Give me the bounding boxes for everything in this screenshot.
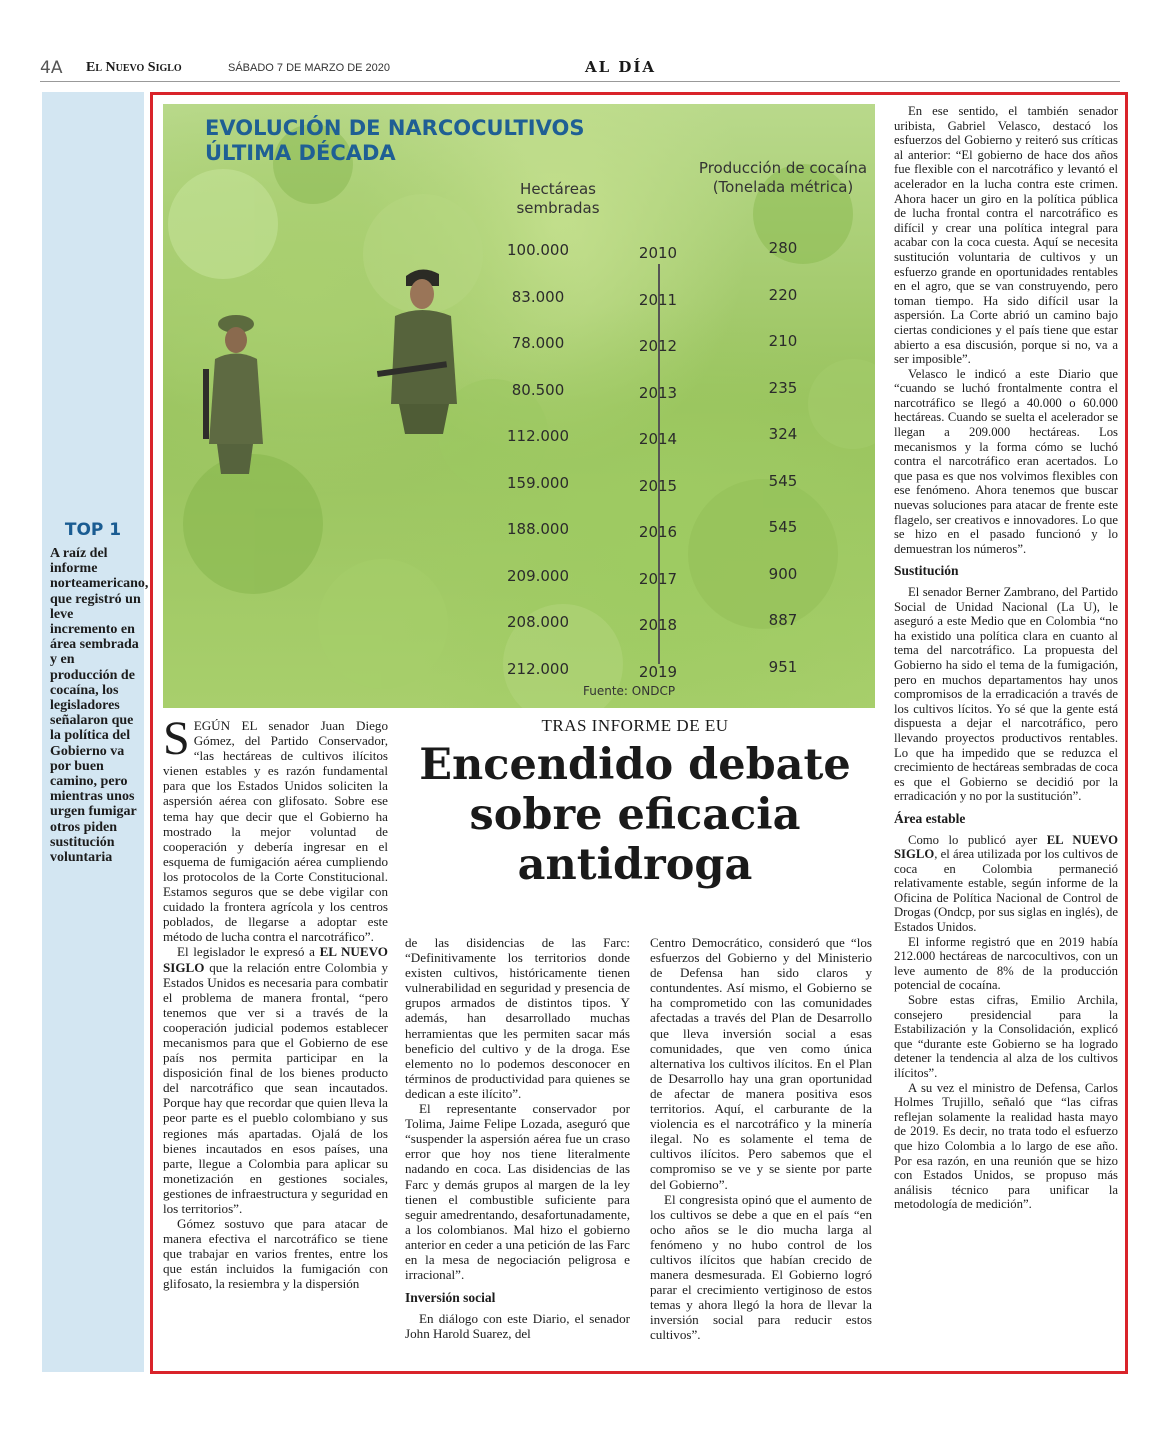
article-headline: Encendido debate sobre eficacia antidroga bbox=[419, 740, 851, 890]
section-title: AL DÍA bbox=[585, 58, 657, 76]
production-value: 887 bbox=[768, 611, 798, 629]
col4-paragraph-5: El informe registró que en 2019 había 212.000 hectáreas de narcocultivos, con un leve aumento de 8% de la producción potencial de cocaína. bbox=[894, 934, 1118, 993]
year-label: 2019 bbox=[638, 662, 678, 681]
col4-paragraph-6: Sobre estas cifras, Emilio Archila, consejero presidencial para la Estabilización y la Consolidación, explicó que “durante este Gobierno se ha logrado detener la tendencia al alza de los cultivos ilícitos”. bbox=[894, 993, 1118, 1080]
drop-cap: S bbox=[163, 712, 190, 765]
production-value: 280 bbox=[768, 239, 798, 257]
col2-paragraph-1: de las disidencias de las Farc: “Definitivamente los territorios donde existen cultivos, históricamente tienen vulnerabilidad en seguridad y presencia de grupos armados de distintos tipos. Y además, han desarrollado muchas herramientas que les permiten sacar más beneficio del cultivo y de la droga. Ese elemento no lo podemos desconocer en términos de productividad para quienes se dedican a este ilícito”. bbox=[405, 935, 630, 1101]
article-column-2 bbox=[405, 935, 630, 1341]
sidebar-title: TOP 1 bbox=[64, 520, 122, 540]
hectares-value: 208.000 bbox=[506, 613, 570, 631]
year-label: 2014 bbox=[638, 430, 678, 448]
year-label: 2015 bbox=[638, 476, 678, 495]
infographic-title bbox=[205, 116, 584, 166]
col1-paragraph-2 bbox=[163, 944, 388, 1216]
col1-p2-paper-name: EL NUEVO SIGLO bbox=[163, 944, 388, 975]
col1-p2a: El legislador le expresó a bbox=[177, 944, 320, 960]
col4-paragraph-1: En ese sentido, el también senador uribista, Gabriel Velasco, destacó los esfuerzos del Gobierno y reiteró sus críticas al anterior: “El gobierno de hace dos años fue flexible con el narcotráfico y levantó el acelerador en la lucha contra este crimen. Ahora hacer un giro en la política pública de lucha frontal contra el narcotráfico es difícil y crear una política integral para acabar con la coca cuesta. Aquí se necesita sustitución voluntaria de cultivos y un esfuerzo grande en oportunidades rentables en el agro, que se van construyendo, pero toman tiempo. Ha sido difícil usar la aspersión. La Corte abrió un camino bajo ciertas condiciones y el país tiene que estar abierto a esa discusión, porque si no, va a ser imposible”. bbox=[894, 104, 1118, 367]
col4-paragraph-4 bbox=[894, 833, 1118, 935]
hectares-value: 159.000 bbox=[506, 473, 570, 492]
hectares-value: 212.000 bbox=[506, 659, 570, 678]
col4-paragraph-7: A su vez el ministro de Defensa, Carlos Holmes Trujillo, señaló que “las cifras reflejan solamente la realidad hasta mayo de 2019. Es decir, no trata todo el esfuerzo que hizo Colombia a lo largo de ese año. Por esa razón, en una reunión que se hizo con Estados Unidos, se propuso más análisis técnico para unificar la metodología de medición”. bbox=[894, 1080, 1118, 1212]
article-column-3 bbox=[650, 935, 872, 1343]
article-column-1 bbox=[163, 712, 388, 1292]
year-label: 2016 bbox=[638, 523, 678, 541]
year-label: 2013 bbox=[638, 383, 678, 402]
sidebar-summary: A raíz del informe norteamericano, que registró un leve incremento en área sembrada y en producción de cocaína, los legisladores señalaron que la política del Gobierno va por buen camino, pero mientras unos urgen fumigar otros piden sustitución voluntaria bbox=[50, 546, 149, 866]
col4-subhead-sustitucion: Sustitución bbox=[894, 563, 959, 579]
col2-paragraph-3: En diálogo con este Diario, el senador John Harold Suarez, del bbox=[405, 1311, 630, 1342]
infographic bbox=[163, 104, 875, 708]
hectares-value: 80.500 bbox=[511, 380, 565, 399]
col4-subhead-area: Área estable bbox=[894, 810, 966, 826]
year-label: 2012 bbox=[638, 337, 678, 355]
production-value: 324 bbox=[768, 425, 798, 443]
col1-p1-text: EGÚN EL senador Juan Diego Gómez, del Partido Conservador, “las hectáreas de cultivos ilícitos vienen estables y es razón fundamental para que los Estados Unidos soliciten la aspersión aérea con glifosato. Sobre ese tema hay que decir que el Gobierno ha mostrado la mejor voluntad de cooperación y debería ingresar en el esquema de fumigación aérea cumpliendo los protocolos de la Corte Constitucional. Estamos seguros que se debe vigilar con cuidado la frontera agrícola y los centros poblados, de llegarse a adoptar este método de lucha contra el narcotráfico”. bbox=[163, 718, 388, 945]
col1-p2c: que la relación entre Colombia y Estados Unidos es necesaria para combatir el problema de manera frontal, “pero tenemos que ver si a través de la cooperación judicial podemos establecer mecanismos para que el Gobierno de ese país nos permita participar en la disposición final de los bienes producto del narcotráfico que sean incautados. Porque hay que recordar que quien lleva la peor parte es el pueblo colombiano y sus regiones más apartadas. Ojalá de los bienes incautados en esos países, una parte, llegue a Colombia para aplicar su monetización en gestiones sociales, gestiones de infraestructura y seguridad en los territorios”. bbox=[163, 959, 388, 1216]
hectares-value: 83.000 bbox=[511, 287, 565, 306]
hectares-value: 78.000 bbox=[511, 334, 565, 352]
year-label: 2010 bbox=[638, 244, 678, 262]
col4-paragraph-2: Velasco le indicó a este Diario que “cuando se luchó frontalmente contra el narcotráfico se llegó a 40.000 o 60.000 hectáreas. Cuando se suelta el acelerador se llegan a 209.000 hectáreas. Los mecanismos y la forma cómo se luchó contra el narcotráfico eran acertados. Lo que pasa es que nos volvimos flexibles con ese fenómeno. Ahora tenemos que buscar nuevas soluciones para atacar de frente este flagelo, ser creativos e innovadores. Lo que se hizo en el pasado funcionó y lo demuestran los números”. bbox=[894, 366, 1118, 556]
hectares-value: 209.000 bbox=[506, 566, 570, 585]
source-note: Fuente: ONDCP bbox=[583, 684, 676, 698]
col4-p4a: Como lo publicó ayer bbox=[908, 832, 1047, 847]
page-header bbox=[40, 58, 1120, 82]
production-value: 951 bbox=[768, 657, 798, 676]
col3-paragraph-1: Centro Democrático, consideró que “los esfuerzos del Gobierno y del Ministerio de Defensa han sido claros y contundentes. Así mismo, el Gobierno se ha comprometido con las comunidades afectadas a través del Plan de Desarrollo que lleva inversión social a esas comunidades, que ven como única alternativa los cultivos ilícitos. En el Plan de Desarrollo hay una gran oportunidad de afectar de manera positiva esos territorios. Aquí, el carburante de la violencia es el narcotráfico y la minería ilegal. No es solamente el tema de cultivos ilícitos. Pero sabemos que el compromiso se ve y se siente por parte del Gobierno”. bbox=[650, 935, 872, 1192]
infographic-title-line2: ÚLTIMA DÉCADA bbox=[205, 141, 396, 165]
newspaper-name: El Nuevo Siglo bbox=[86, 60, 182, 75]
year-label: 2018 bbox=[638, 616, 678, 634]
issue-date: SÁBADO 7 DE MARZO DE 2020 bbox=[228, 62, 390, 74]
article-kicker: TRAS INFORME DE EU bbox=[541, 716, 729, 735]
production-header: Producción de cocaína (Tonelada métrica) bbox=[698, 159, 868, 196]
production-value: 235 bbox=[768, 378, 798, 397]
hectares-value: 188.000 bbox=[506, 520, 570, 538]
col4-paragraph-3: El senador Berner Zambrano, del Partido Social de Unidad Nacional (La U), le aseguró a este Medio que en Colombia “no ha existido una política clara en cuanto al tema del narcotráfico. La propuesta del Gobierno ha sido el tema de la fumigación, pero en muchos departamentos hay unos compromisos de la erradicación a través de los cultivos lícitos. Yo sé que la gente está dispuesta a dejar el narcotráfico, pero llevando proyectos productivos rentables. Lo que ha impedido que se reduzca el crecimiento de hectáreas sembradas de coca es que el Gobierno se decidió por la erradicación y no por la sustitución”. bbox=[894, 585, 1118, 804]
year-label: 2011 bbox=[638, 290, 678, 309]
col3-paragraph-2: El congresista opinó que el aumento de los cultivos se debe a que en el país “en ocho años se le dio mucha larga al fenómeno y no hubo control de los cultivos ilícitos que habían crecido de manera desmesurada. El Gobierno logró parar el crecimiento vertiginoso de estos temas y ahora llegó la hora de llevar la inversión social para reducir estos cultivos”. bbox=[650, 1191, 872, 1343]
hectares-value: 112.000 bbox=[506, 427, 570, 445]
timeline-line bbox=[658, 264, 660, 664]
page-number: 4A bbox=[40, 58, 63, 78]
sidebar bbox=[42, 92, 149, 1372]
production-value: 220 bbox=[768, 285, 798, 304]
col1-paragraph-1 bbox=[163, 712, 388, 945]
production-value: 900 bbox=[768, 564, 798, 583]
col4-p4-paper-name: EL NUEVO SIGLO bbox=[894, 832, 1118, 862]
article-column-4 bbox=[894, 104, 1118, 1212]
production-value: 545 bbox=[768, 518, 798, 536]
infographic-title-line1: EVOLUCIÓN DE NARCOCULTIVOS bbox=[205, 116, 585, 140]
hectares-value: 100.000 bbox=[506, 241, 570, 259]
production-value: 545 bbox=[768, 471, 798, 490]
production-value: 210 bbox=[768, 332, 798, 350]
col1-paragraph-3: Gómez sostuvo que para atacar de manera efectiva el narcotráfico se tiene que trabajar en varios frentes, entre los que están incluidos la fumigación con glifosato, la resiembra y la dispersión bbox=[163, 1216, 388, 1292]
year-label: 2017 bbox=[638, 569, 678, 588]
col2-subhead: Inversión social bbox=[405, 1290, 496, 1306]
hectares-header: Hectáreas sembradas bbox=[516, 180, 600, 217]
col2-paragraph-2: El representante conservador por Tolima, Jaime Felipe Lozada, aseguró que “suspender la aspersión aérea fue un craso error que hoy nos tiene literalmente nadando en coca. Las disidencias de las Farc y demás grupos al margen de la ley tienen el combustible suficiente para seguir amedrentando, desafortunadamente, a los colombianos. Mal hizo el gobierno anterior en ceder a una petición de las Farc en la mesa de negociación peligrosa e irracional”. bbox=[405, 1101, 630, 1283]
col4-p4c: , el área utilizada por los cultivos de coca en Colombia permaneció relativamente estable, según informe de la Oficina de Política Nacional de Control de Drogas (Ondcp, por sus siglas en inglés), de Estados Unidos. bbox=[894, 847, 1118, 935]
soldier-figure-left bbox=[203, 315, 263, 474]
